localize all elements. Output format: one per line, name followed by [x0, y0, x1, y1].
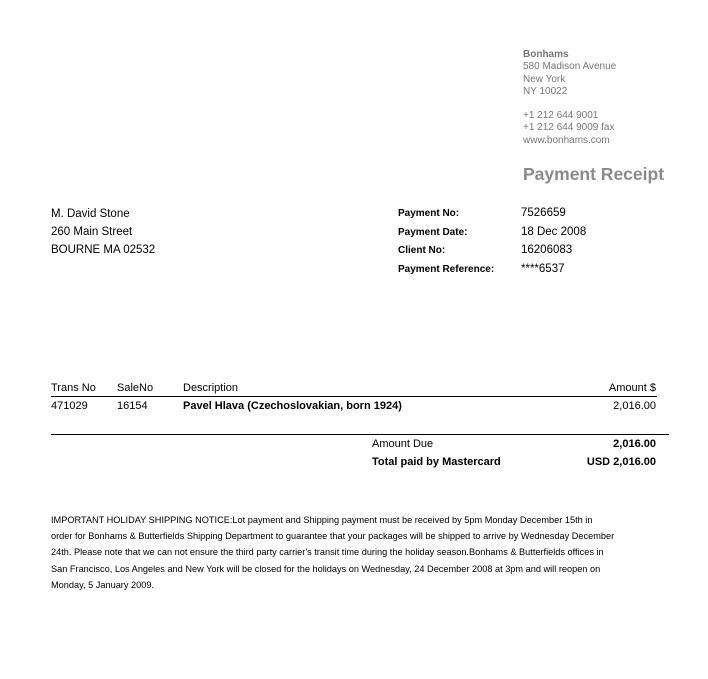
customer-name: M. David Stone: [51, 208, 130, 220]
total-paid-label: Total paid by Mastercard: [372, 456, 501, 468]
company-block: [523, 49, 616, 147]
header-description: Description: [183, 382, 239, 394]
total-paid-value: USD 2,016.00: [586, 456, 656, 468]
payment-no-label: Payment No:: [398, 208, 460, 219]
company-website: www.bonhams.com: [523, 134, 610, 146]
company-phone: +1 212 644 9001: [523, 110, 599, 122]
payment-reference-label: Payment Reference:: [398, 263, 495, 275]
client-no-value: 16206083: [521, 244, 573, 257]
totals-divider: [51, 434, 669, 435]
payment-no-value: 7526659: [521, 207, 566, 219]
header-sale-no: SaleNo: [117, 382, 154, 394]
payment-date-label: Payment Date:: [398, 226, 468, 238]
holiday-shipping-notice: IMPORTANT HOLIDAY SHIPPING NOTICE:Lot payment and Shipping payment must be received by 5pm Monday December 15th in order for Bonhams & Butterfields Shipping Department to guarantee that your packages will be shipped to arrive by Wednesday December 24th. Please note that we can not ensure the third party carrier's transit time during the holiday season.Bonhams & Butterfields offices in San Francisco, Los Angeles and New York will be closed for the holidays on Wednesday, 24 December 2008 at 3pm and will reopen on Monday, 5 January 2009.: [51, 515, 615, 590]
company-address-line-2: New York: [523, 73, 566, 85]
client-no-label: Client No:: [398, 245, 446, 257]
amount-due-value: 2,016.00: [613, 438, 656, 450]
payment-reference-value: ****6537: [521, 262, 565, 275]
row-amount: 2,016.00: [613, 400, 656, 412]
document-title: Payment Receipt: [523, 164, 665, 184]
company-address-line-3: NY 10022: [523, 85, 568, 97]
row-description: Pavel Hlava (Czechoslovakian, born 1924): [183, 400, 402, 412]
company-name: Bonhams: [523, 49, 569, 60]
customer-address: [51, 205, 155, 259]
row-sale-no: 16154: [117, 400, 148, 412]
payment-labels: [398, 205, 494, 279]
payment-values: [521, 204, 586, 278]
amount-due-label: Amount Due: [372, 438, 434, 450]
header-trans-no: Trans No: [51, 382, 96, 394]
payment-date-value: 18 Dec 2008: [521, 225, 587, 238]
header-divider: [51, 396, 657, 397]
company-address-line-1: 580 Madison Avenue: [523, 61, 617, 73]
company-fax: +1 212 644 9009 fax: [523, 122, 615, 134]
customer-city: BOURNE MA 02532: [51, 244, 156, 256]
row-trans-no: 471029: [51, 400, 88, 412]
customer-street: 260 Main Street: [51, 226, 133, 238]
header-amount: Amount $: [608, 382, 656, 394]
